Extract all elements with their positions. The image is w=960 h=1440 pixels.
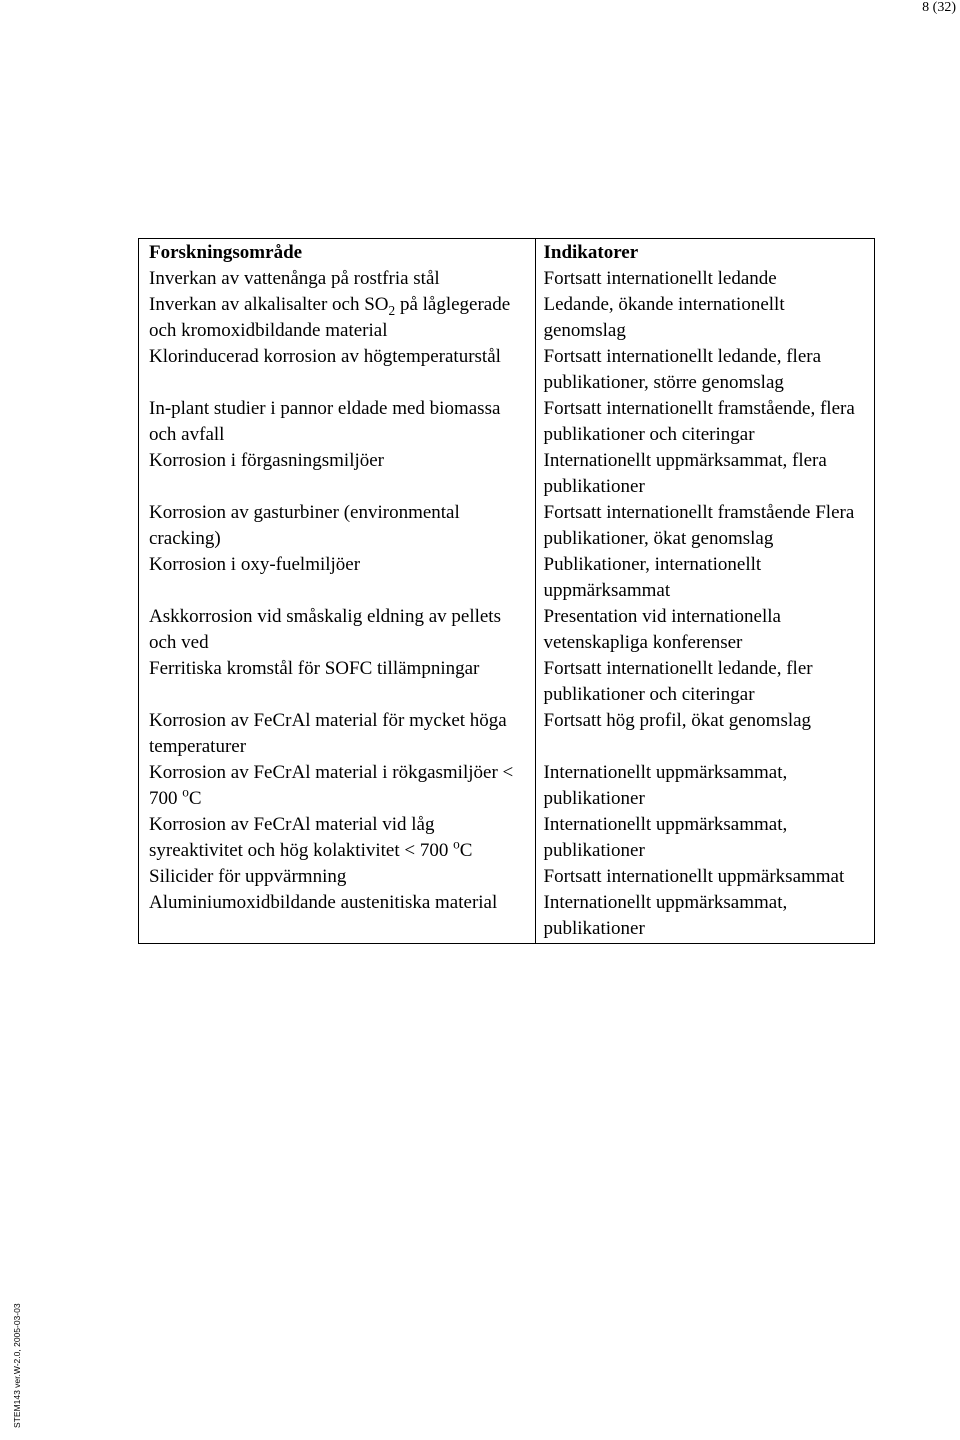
header-research-area: Forskningsområde <box>139 239 536 267</box>
indicator-cell: Fortsatt internationellt framstående, flera publikationer och citeringar <box>543 398 855 445</box>
indicator-cell: Fortsatt internationellt framstående Flera publikationer, ökat genomslag <box>543 502 855 549</box>
research-area-cell: In-plant studier i pannor eldade med biomassa och avfall <box>139 396 536 448</box>
indicator-cell: Internationellt uppmärksammat, publikationer <box>543 762 788 809</box>
indicator-cell: Fortsatt internationellt ledande, flera publikationer, större genomslag <box>543 346 822 393</box>
research-area-text: Inverkan av alkalisalter och SO <box>149 294 389 315</box>
page-number: 8 (32) <box>922 0 956 15</box>
research-area-text: på låglegerade och kromoxidbildande material <box>149 294 511 341</box>
indicator-cell: Fortsatt internationellt uppmärksammat <box>543 866 845 887</box>
table-row <box>139 656 875 708</box>
table-row <box>139 552 875 604</box>
research-area-cell: Ferritiska kromstål för SOFC tillämpningar <box>139 656 536 708</box>
indicator-cell: Fortsatt hög profil, ökat genomslag <box>543 710 812 731</box>
superscript: o <box>453 836 460 852</box>
research-area-cell: Askkorrosion vid småskalig eldning av pellets och ved <box>139 604 536 656</box>
research-area-cell: Korrosion i oxy-fuelmiljöer <box>139 552 536 604</box>
indicator-cell: Ledande, ökande internationellt genomslag <box>543 294 785 341</box>
table-row <box>139 890 875 944</box>
table-row <box>139 760 875 812</box>
table-row <box>139 812 875 864</box>
table-row <box>139 864 875 890</box>
table-row <box>139 344 875 396</box>
table-row <box>139 292 875 344</box>
research-area-text: Korrosion av FeCrAl material vid låg syreaktivitet och hög kolaktivitet < 700 <box>149 814 454 861</box>
superscript: o <box>182 784 189 800</box>
research-area-cell: Inverkan av vattenånga på rostfria stål <box>139 266 536 292</box>
table-row <box>139 396 875 448</box>
research-area-cell <box>139 292 536 344</box>
table-header-row <box>139 239 875 267</box>
research-area-cell: Korrosion av gasturbiner (environmental cracking) <box>139 500 536 552</box>
research-area-cell: Aluminiumoxidbildande austenitiska material <box>139 890 536 944</box>
research-area-cell <box>139 760 536 812</box>
research-area-text: Korrosion av FeCrAl material i rökgasmiljöer < 700 <box>149 762 514 809</box>
indicator-cell: Internationellt uppmärksammat, publikationer <box>543 814 788 861</box>
table-row <box>139 448 875 500</box>
table-row <box>139 708 875 760</box>
table-row <box>139 604 875 656</box>
research-area-cell: Korrosion i förgasningsmiljöer <box>139 448 536 500</box>
indicator-cell: Fortsatt internationellt ledande <box>543 268 777 289</box>
research-area-text: C <box>188 788 202 809</box>
header-indicators: Indikatorer <box>543 242 639 263</box>
indicator-cell: Internationellt uppmärksammat, publikationer <box>543 892 788 939</box>
subscript: 2 <box>388 302 396 318</box>
indicator-cell: Fortsatt internationellt ledande, fler publikationer och citeringar <box>543 658 813 705</box>
research-area-cell: Silicider för uppvärmning <box>139 864 536 890</box>
indicator-cell: Presentation vid internationella vetenskapliga konferenser <box>543 606 781 653</box>
research-area-cell: Korrosion av FeCrAl material för mycket höga temperaturer <box>139 708 536 760</box>
research-area-cell <box>139 812 536 864</box>
research-indicators-table <box>138 238 875 944</box>
indicator-cell: Publikationer, internationellt uppmärksammat <box>543 554 762 601</box>
research-area-cell: Klorinducerad korrosion av högtemperaturstål <box>139 344 536 396</box>
table-row <box>139 500 875 552</box>
research-area-text: C <box>459 840 473 861</box>
document-version-footer: STEM143 ver.W-2.0, 2005-03-03 <box>12 1303 22 1428</box>
table-row <box>139 266 875 292</box>
indicator-cell: Internationellt uppmärksammat, flera publikationer <box>543 450 827 497</box>
